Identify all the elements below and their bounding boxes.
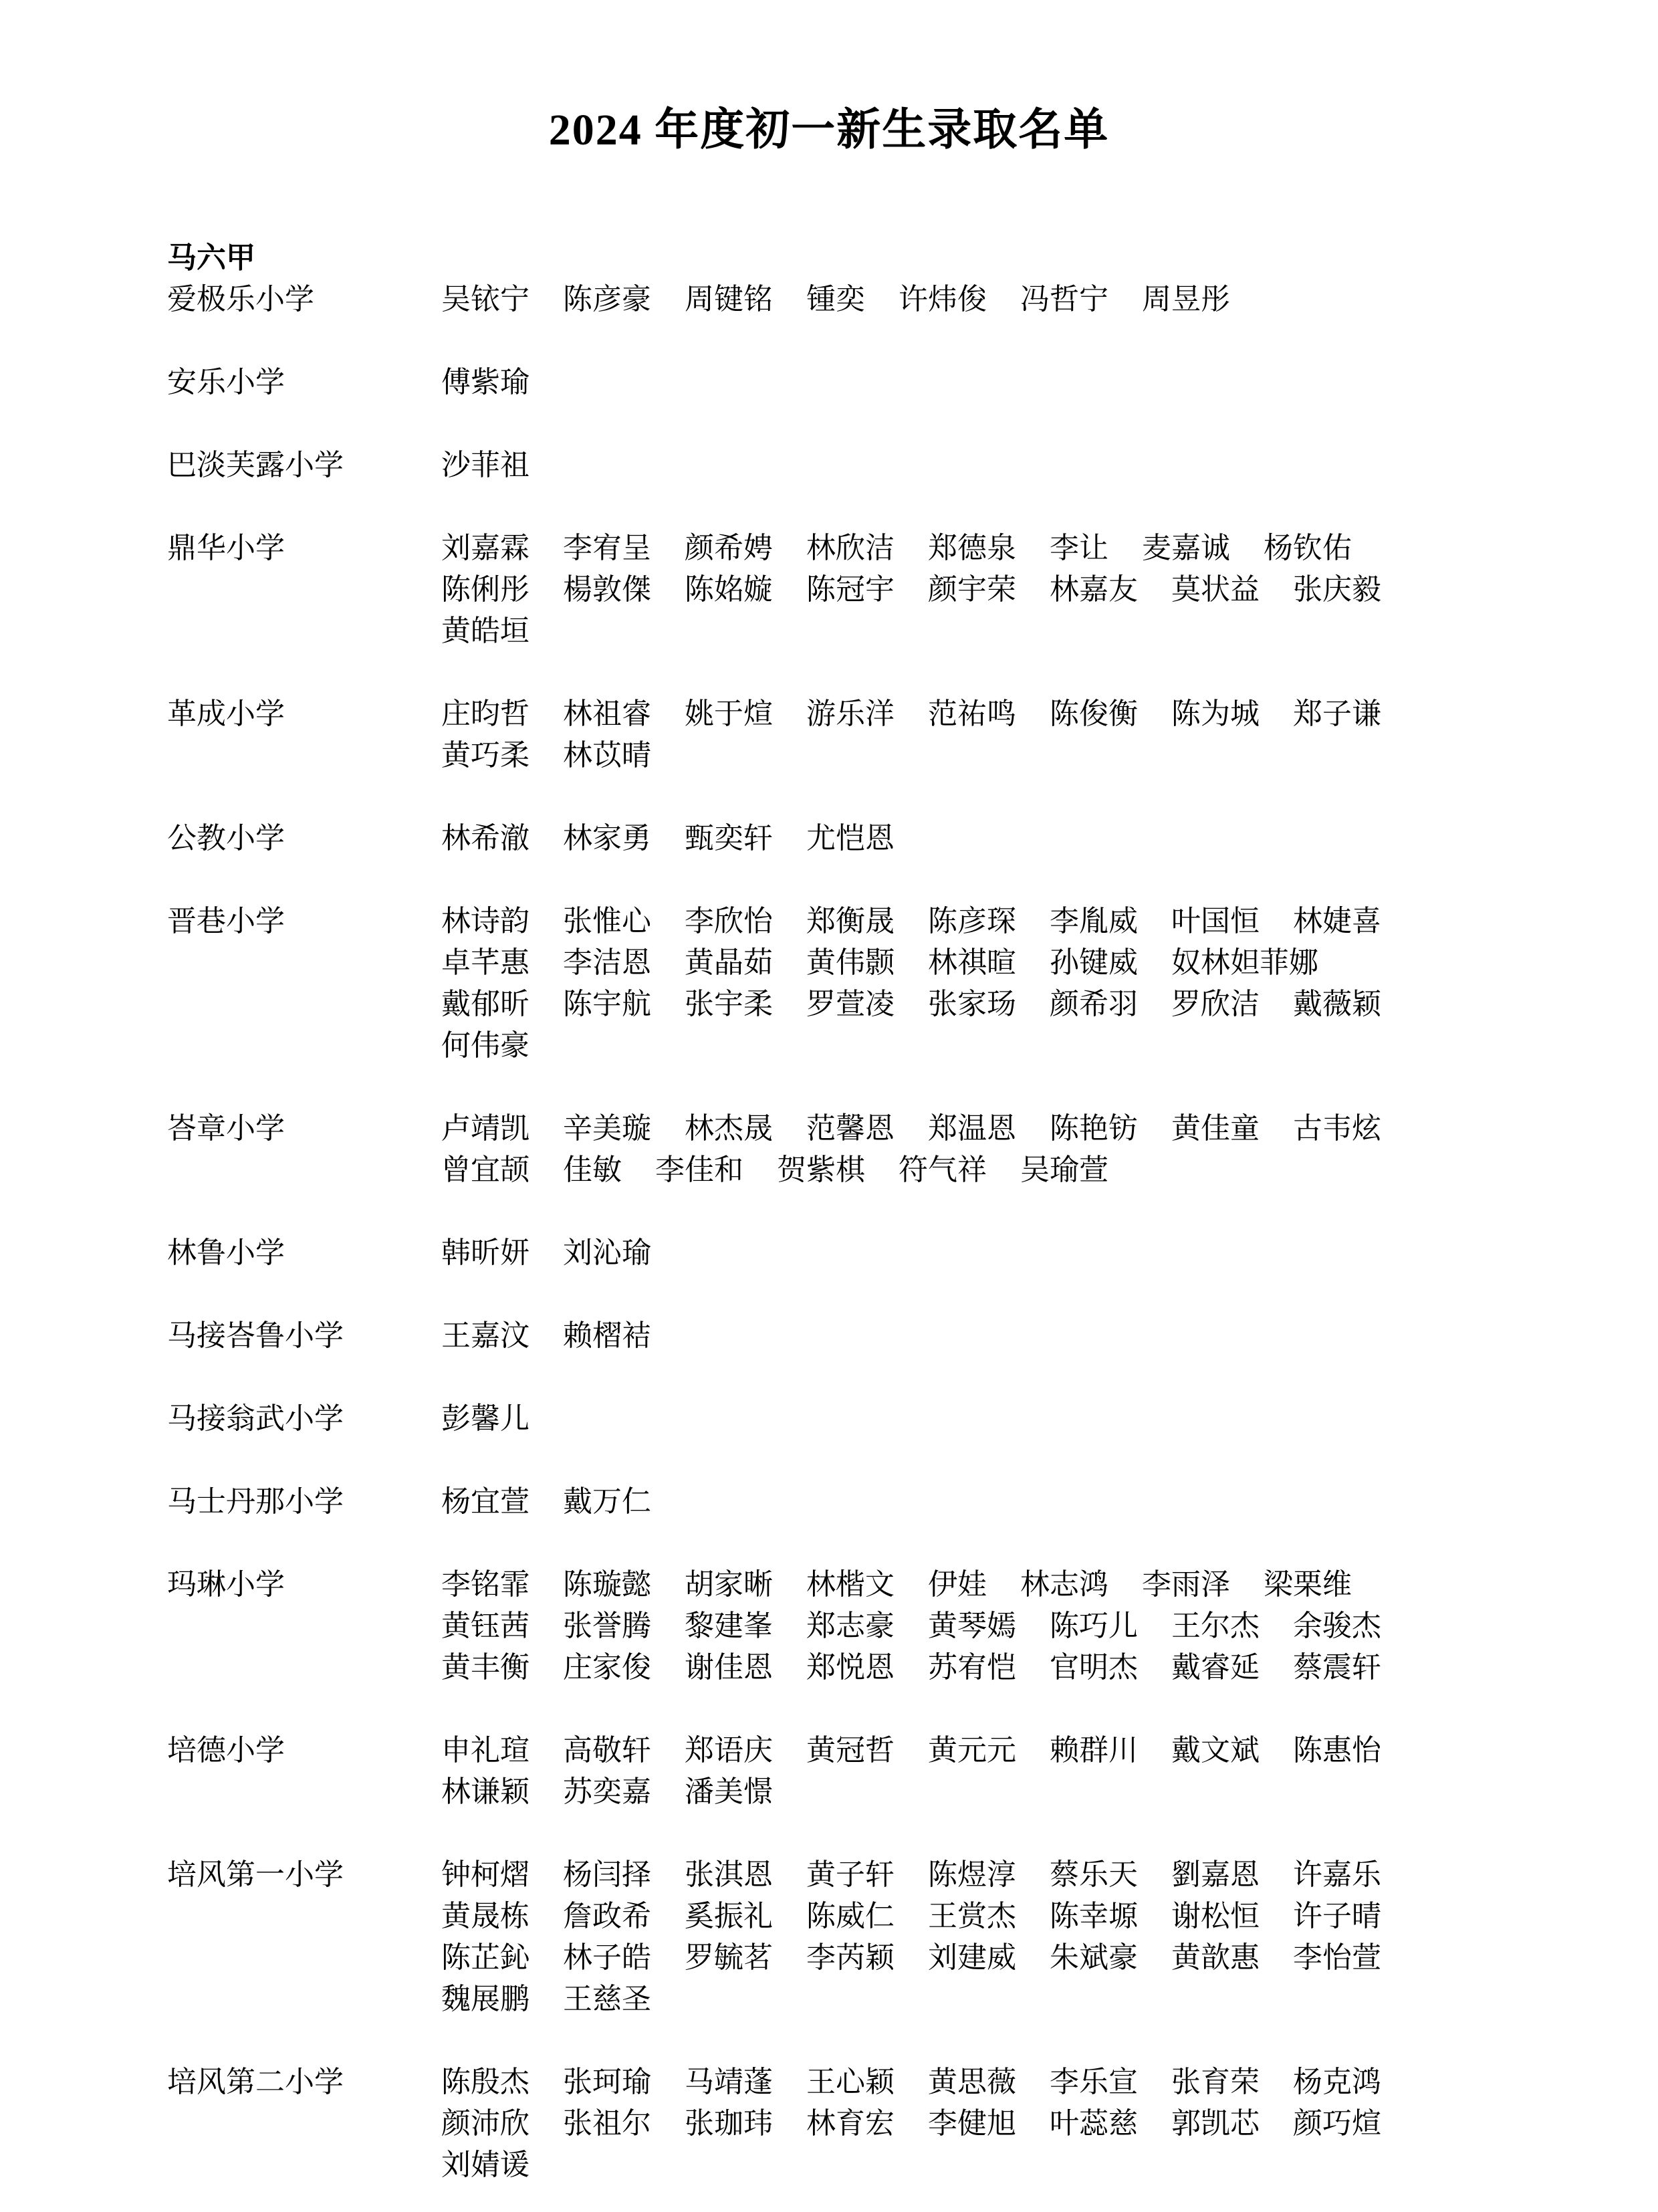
- student-name: 黄思薇: [928, 2066, 1016, 2098]
- student-name: 詹政希: [563, 1900, 651, 1932]
- student-name: 高敬轩: [563, 1734, 651, 1767]
- student-name: 李雨泽: [1142, 1568, 1230, 1601]
- student-name: 蔡震轩: [1293, 1651, 1381, 1684]
- student-name: 戴睿延: [1171, 1651, 1260, 1684]
- school-block: [167, 1108, 1558, 1191]
- student-name: 戴万仁: [563, 1485, 651, 1518]
- student-name: 林谦颖: [441, 1775, 529, 1808]
- student-name: 吴铱宁: [441, 283, 529, 316]
- student-name: 周键铭: [685, 283, 773, 316]
- student-name: 王嘉汶: [441, 1319, 529, 1352]
- name-row: [441, 1730, 1558, 1771]
- student-name: 陈俐彤: [441, 573, 529, 606]
- school-names: [441, 362, 1558, 403]
- student-name: 陈煜淳: [928, 1858, 1016, 1891]
- student-name: 林家勇: [563, 822, 651, 855]
- student-name: 罗萱凌: [806, 988, 895, 1020]
- school-name: 革成小学: [167, 697, 285, 730]
- student-name: 陈璇懿: [563, 1568, 651, 1601]
- student-name: 何伟豪: [441, 1029, 529, 1062]
- student-name: 郑语庆: [685, 1734, 773, 1767]
- student-name: 傅紫瑜: [441, 366, 529, 399]
- region-header: 马六甲: [167, 241, 255, 274]
- student-name: 郑悦恩: [806, 1651, 895, 1684]
- student-name: 黄巧柔: [441, 739, 529, 772]
- name-row: [441, 984, 1558, 1025]
- name-row: [441, 1979, 1558, 2020]
- student-name: 魏展鹏: [441, 1983, 529, 2015]
- student-name: 黎建峯: [685, 1610, 773, 1642]
- student-name: 张淇恩: [685, 1858, 773, 1891]
- school-names: [441, 1315, 1558, 1357]
- name-row: [441, 611, 1558, 652]
- student-name: 贺紫棋: [777, 1153, 865, 1186]
- student-name: 李铭霏: [441, 1568, 529, 1601]
- name-row: [441, 1564, 1558, 1606]
- student-name: 胡家晰: [685, 1568, 773, 1601]
- school-name: 培德小学: [167, 1734, 285, 1767]
- name-row: [441, 1606, 1558, 1647]
- student-name: 古韦炫: [1293, 1112, 1381, 1145]
- student-name: 罗欣洁: [1171, 988, 1260, 1020]
- name-row: [441, 1149, 1558, 1191]
- student-name: 林杰晟: [685, 1112, 773, 1145]
- student-name: 陈姳嫙: [685, 573, 773, 606]
- student-name: 罗毓茗: [685, 1941, 773, 1974]
- student-name: 伊娃: [928, 1568, 987, 1601]
- student-name: 颜希羽: [1050, 988, 1138, 1020]
- name-row: [441, 1771, 1558, 1813]
- student-name: 黄琴嫣: [928, 1610, 1016, 1642]
- student-name: 潘美憬: [685, 1775, 773, 1808]
- student-name: 李芮颖: [806, 1941, 895, 1974]
- student-name: 张誉腾: [563, 1610, 651, 1642]
- student-name: 颜宇荣: [928, 573, 1016, 606]
- name-row: [441, 569, 1558, 611]
- school-list: [167, 279, 1558, 2186]
- student-name: 刘嘉霖: [441, 532, 529, 564]
- student-name: 杨闫择: [563, 1858, 651, 1891]
- student-name: 黄歆惠: [1171, 1941, 1260, 1974]
- student-name: 林志鸿: [1020, 1568, 1108, 1601]
- student-name: 叶蕊慈: [1050, 2107, 1138, 2140]
- student-name: 尤恺恩: [806, 822, 895, 855]
- school-block: [167, 362, 1558, 403]
- school-block: [167, 1481, 1558, 1523]
- student-name: 甄奕轩: [685, 822, 773, 855]
- student-name: 颜巧煊: [1293, 2107, 1381, 2140]
- school-name: 玛琳小学: [167, 1568, 285, 1601]
- school-name: 晋巷小学: [167, 905, 285, 937]
- student-name: 李佳和: [655, 1153, 743, 1186]
- school-names: [441, 279, 1558, 320]
- school-names: [441, 445, 1558, 486]
- school-name: 爱极乐小学: [167, 283, 314, 316]
- student-name: 李乐宣: [1050, 2066, 1138, 2098]
- school-block: [167, 1730, 1558, 1813]
- student-name: 周昱彤: [1142, 283, 1230, 316]
- school-name: 马士丹那小学: [167, 1485, 344, 1518]
- school-names: [441, 1108, 1558, 1191]
- student-name: 黄元元: [928, 1734, 1016, 1767]
- student-name: 王赏杰: [928, 1900, 1016, 1932]
- student-name: 林希澈: [441, 822, 529, 855]
- student-name: 林子皓: [563, 1941, 651, 1974]
- student-name: 姚于煊: [685, 697, 773, 730]
- student-name: 卓芊惠: [441, 946, 529, 979]
- student-name: 郑温恩: [928, 1112, 1016, 1145]
- student-name: 陈艳钫: [1050, 1112, 1138, 1145]
- name-row: [441, 2103, 1558, 2144]
- student-name: 黄晟栋: [441, 1900, 529, 1932]
- student-name: 梁栗维: [1264, 1568, 1352, 1601]
- school-block: [167, 1315, 1558, 1357]
- student-name: 陈宇航: [563, 988, 651, 1020]
- student-name: 李健旭: [928, 2107, 1016, 2140]
- student-name: 林祺暄: [928, 946, 1016, 979]
- student-name: 奚振礼: [685, 1900, 773, 1932]
- school-names: [441, 528, 1558, 652]
- student-name: 郑志豪: [806, 1610, 895, 1642]
- student-name: 卢靖凯: [441, 1112, 529, 1145]
- student-name: 李欣怡: [685, 905, 773, 937]
- name-row: [441, 1854, 1558, 1896]
- student-name: 苏奕嘉: [563, 1775, 651, 1808]
- student-name: 韩昕妍: [441, 1236, 529, 1269]
- student-name: 张宇柔: [685, 988, 773, 1020]
- student-name: 许嘉乐: [1293, 1858, 1381, 1891]
- school-name: 峇章小学: [167, 1112, 285, 1145]
- student-name: 奴林妲菲娜: [1171, 946, 1318, 979]
- school-names: [441, 2062, 1558, 2186]
- school-names: [441, 1481, 1558, 1523]
- student-name: 黄晶茹: [685, 946, 773, 979]
- student-name: 麦嘉诚: [1142, 532, 1230, 564]
- student-name: 李宥呈: [563, 532, 651, 564]
- student-name: 申礼瑄: [441, 1734, 529, 1767]
- student-name: 郑德泉: [928, 532, 1016, 564]
- school-block: [167, 901, 1558, 1067]
- school-name: 林鲁小学: [167, 1236, 285, 1269]
- student-name: 杨宜萱: [441, 1485, 529, 1518]
- student-name: 曾宜颉: [441, 1153, 529, 1186]
- student-name: 马靖蓬: [685, 2066, 773, 2098]
- student-name: 黄伟颢: [806, 946, 895, 979]
- student-name: 郑子谦: [1293, 697, 1381, 730]
- school-name: 培风第二小学: [167, 2066, 344, 2098]
- name-row: [441, 1315, 1558, 1357]
- student-name: 林苡晴: [563, 739, 651, 772]
- student-name: 叶国恒: [1171, 905, 1260, 937]
- student-name: 林楷文: [806, 1568, 895, 1601]
- student-name: 范祐鸣: [928, 697, 1016, 730]
- student-name: 张珈玮: [685, 2107, 773, 2140]
- student-name: 范馨恩: [806, 1112, 895, 1145]
- student-name: 陈殷杰: [441, 2066, 529, 2098]
- student-name: 林诗韵: [441, 905, 529, 937]
- student-name: 林祖睿: [563, 697, 651, 730]
- student-name: 许子晴: [1293, 1900, 1381, 1932]
- student-name: 林育宏: [806, 2107, 895, 2140]
- school-block: [167, 1854, 1558, 2020]
- student-name: 黄佳童: [1171, 1112, 1260, 1145]
- school-names: [441, 1730, 1558, 1813]
- student-name: 郑衡晟: [806, 905, 895, 937]
- student-name: 张祖尔: [563, 2107, 651, 2140]
- name-row: [441, 1647, 1558, 1688]
- student-name: 刘婧谖: [441, 2148, 529, 2181]
- name-row: [441, 528, 1558, 569]
- name-row: [441, 362, 1558, 403]
- student-name: 陈威仁: [806, 1900, 895, 1932]
- school-block: [167, 2062, 1558, 2186]
- school-block: [167, 279, 1558, 320]
- name-row: [441, 1398, 1558, 1440]
- student-name: 庄家俊: [563, 1651, 651, 1684]
- student-name: 苏宥恺: [928, 1651, 1016, 1684]
- school-name: 巴淡芙露小学: [167, 449, 344, 481]
- student-name: 蔡乐天: [1050, 1858, 1138, 1891]
- school-names: [441, 818, 1558, 859]
- student-name: 陈为城: [1171, 697, 1260, 730]
- name-row: [441, 1232, 1558, 1274]
- student-name: 李怡萱: [1293, 1941, 1381, 1974]
- student-name: 颜沛欣: [441, 2107, 529, 2140]
- school-block: [167, 1398, 1558, 1440]
- school-block: [167, 445, 1558, 486]
- student-name: 朱斌豪: [1050, 1941, 1138, 1974]
- student-name: 陈彦琛: [928, 905, 1016, 937]
- student-name: 赖群川: [1050, 1734, 1138, 1767]
- student-name: 钟柯熠: [441, 1858, 529, 1891]
- student-name: 郭凯芯: [1171, 2107, 1260, 2140]
- school-names: [441, 693, 1558, 776]
- student-name: 林欣洁: [806, 532, 895, 564]
- student-name: 锺奕: [806, 283, 865, 316]
- student-name: 彭馨儿: [441, 1402, 529, 1435]
- name-row: [441, 901, 1558, 942]
- name-row: [441, 1937, 1558, 1979]
- student-name: 许炜俊: [899, 283, 987, 316]
- student-name: 杨钦佑: [1264, 532, 1352, 564]
- student-name: 陈芷鈊: [441, 1941, 529, 1974]
- name-row: [441, 1108, 1558, 1149]
- name-row: [441, 1481, 1558, 1523]
- student-name: 陈惠怡: [1293, 1734, 1381, 1767]
- name-row: [441, 942, 1558, 984]
- student-name: 戴文斌: [1171, 1734, 1260, 1767]
- student-name: 符气祥: [899, 1153, 987, 1186]
- school-names: [441, 1564, 1558, 1688]
- student-name: 颜希娉: [685, 532, 773, 564]
- student-name: 李让: [1050, 532, 1108, 564]
- school-names: [441, 901, 1558, 1067]
- name-row: [441, 693, 1558, 735]
- name-row: [441, 1896, 1558, 1937]
- student-name: 黄丰衡: [441, 1651, 529, 1684]
- student-name: 林嘉友: [1050, 573, 1138, 606]
- school-names: [441, 1232, 1558, 1274]
- student-name: 张惟心: [563, 905, 651, 937]
- student-name: 余骏杰: [1293, 1610, 1381, 1642]
- student-name: 黄子轩: [806, 1858, 895, 1891]
- school-name: 马接翁武小学: [167, 1402, 344, 1435]
- name-row: [441, 2144, 1558, 2186]
- name-row: [441, 735, 1558, 776]
- student-name: 王心颖: [806, 2066, 895, 2098]
- name-row: [441, 1025, 1558, 1067]
- school-name: 鼎华小学: [167, 532, 285, 564]
- student-name: 杨克鸿: [1293, 2066, 1381, 2098]
- school-name: 公教小学: [167, 822, 285, 855]
- student-name: 庄昀哲: [441, 697, 529, 730]
- student-name: 佳敏: [563, 1153, 622, 1186]
- student-name: 黄冠哲: [806, 1734, 895, 1767]
- school-block: [167, 528, 1558, 652]
- student-name: 游乐洋: [806, 697, 895, 730]
- student-name: 戴郁昕: [441, 988, 529, 1020]
- student-name: 莫状益: [1171, 573, 1260, 606]
- school-block: [167, 1564, 1558, 1688]
- student-name: 黄钰茜: [441, 1610, 529, 1642]
- document-content: [167, 237, 1558, 2186]
- name-row: [441, 279, 1558, 320]
- student-name: 戴薇颖: [1293, 988, 1381, 1020]
- student-name: 吴瑜萱: [1020, 1153, 1108, 1186]
- student-name: 陈幸塬: [1050, 1900, 1138, 1932]
- student-name: 李洁恩: [563, 946, 651, 979]
- school-block: [167, 693, 1558, 776]
- school-name: 安乐小学: [167, 366, 285, 399]
- school-block: [167, 818, 1558, 859]
- student-name: 张育荣: [1171, 2066, 1260, 2098]
- student-name: 陈彦豪: [563, 283, 651, 316]
- student-name: 张家玚: [928, 988, 1016, 1020]
- student-name: 张珂瑜: [563, 2066, 651, 2098]
- student-name: 楊敦傑: [563, 573, 651, 606]
- name-row: [441, 818, 1558, 859]
- student-name: 劉嘉恩: [1171, 1858, 1260, 1891]
- school-block: [167, 1232, 1558, 1274]
- student-name: 陈冠宇: [806, 573, 895, 606]
- student-name: 官明杰: [1050, 1651, 1138, 1684]
- student-name: 冯哲宁: [1020, 283, 1108, 316]
- school-name: 马接峇鲁小学: [167, 1319, 344, 1352]
- student-name: 谢松恒: [1171, 1900, 1260, 1932]
- student-name: 辛美璇: [563, 1112, 651, 1145]
- name-row: [441, 445, 1558, 486]
- student-name: 王慈圣: [563, 1983, 651, 2015]
- student-name: 陈巧儿: [1050, 1610, 1138, 1642]
- student-name: 孙键威: [1050, 946, 1138, 979]
- school-names: [441, 1854, 1558, 2020]
- school-name: 培风第一小学: [167, 1858, 344, 1891]
- student-name: 陈俊衡: [1050, 697, 1138, 730]
- student-name: 林婕喜: [1293, 905, 1381, 937]
- student-name: 张庆毅: [1293, 573, 1381, 606]
- student-name: 王尔杰: [1171, 1610, 1260, 1642]
- student-name: 刘沁瑜: [563, 1236, 651, 1269]
- student-name: 李胤威: [1050, 905, 1138, 937]
- school-names: [441, 1398, 1558, 1440]
- name-row: [441, 2062, 1558, 2103]
- student-name: 黄皓垣: [441, 615, 529, 647]
- student-name: 刘建威: [928, 1941, 1016, 1974]
- student-name: 赖槢袺: [563, 1319, 651, 1352]
- student-name: 沙菲祖: [441, 449, 529, 481]
- student-name: 谢佳恩: [685, 1651, 773, 1684]
- document-title: 2024 年度初一新生录取名单: [548, 106, 1110, 154]
